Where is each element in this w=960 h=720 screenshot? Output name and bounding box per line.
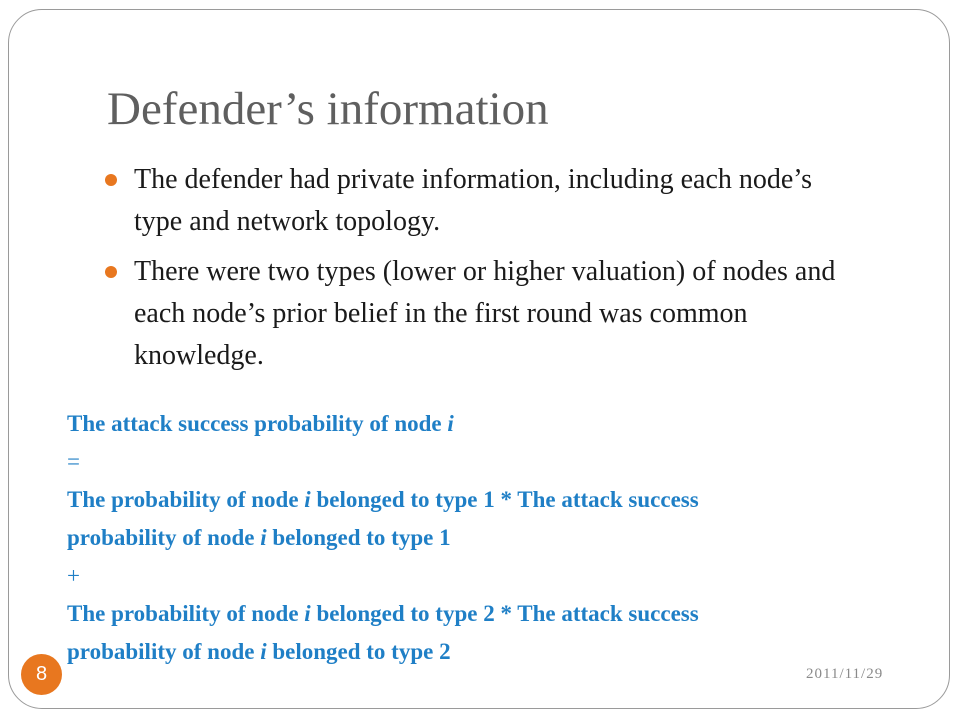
formula-text: The probability of node — [67, 601, 305, 626]
formula-text: belonged to type 1 * The attack success — [310, 487, 699, 512]
formula-equals: = — [67, 449, 80, 474]
formula-text: probability of node — [67, 525, 261, 550]
formula-text: The attack success probability of node — [67, 411, 448, 436]
formula-variable: i — [260, 639, 267, 664]
formula-line-1 — [67, 405, 947, 443]
formula-plus: + — [67, 563, 80, 588]
formula-variable: i — [304, 487, 311, 512]
bullet-item — [100, 251, 860, 377]
formula-text: belonged to type 2 * The attack success — [310, 601, 699, 626]
formula-text: The probability of node — [67, 487, 305, 512]
bullet-dot-icon — [105, 266, 117, 278]
formula-variable: i — [260, 525, 267, 550]
formula-text: belonged to type 1 — [266, 525, 451, 550]
formula-variable: i — [447, 411, 454, 436]
slide-title: Defender’s information — [107, 83, 549, 135]
bullet-item — [100, 159, 860, 243]
page-number-badge: 8 — [21, 654, 62, 695]
formula-text: probability of node — [67, 639, 261, 664]
bullet-text: The defender had private information, including each node’s type and network topology. — [134, 164, 812, 237]
formula-line-6 — [67, 595, 947, 633]
bullet-list — [100, 159, 860, 385]
formula-text: belonged to type 2 — [266, 639, 451, 664]
formula-line-3 — [67, 481, 947, 519]
formula-block — [67, 405, 947, 671]
formula-line-4 — [67, 519, 947, 557]
bullet-dot-icon — [105, 174, 117, 186]
slide-date: 2011/11/29 — [806, 666, 884, 682]
formula-variable: i — [304, 601, 311, 626]
bullet-text: There were two types (lower or higher valuation) of nodes and each node’s prior belief in the first round was common knowledge. — [134, 256, 836, 371]
